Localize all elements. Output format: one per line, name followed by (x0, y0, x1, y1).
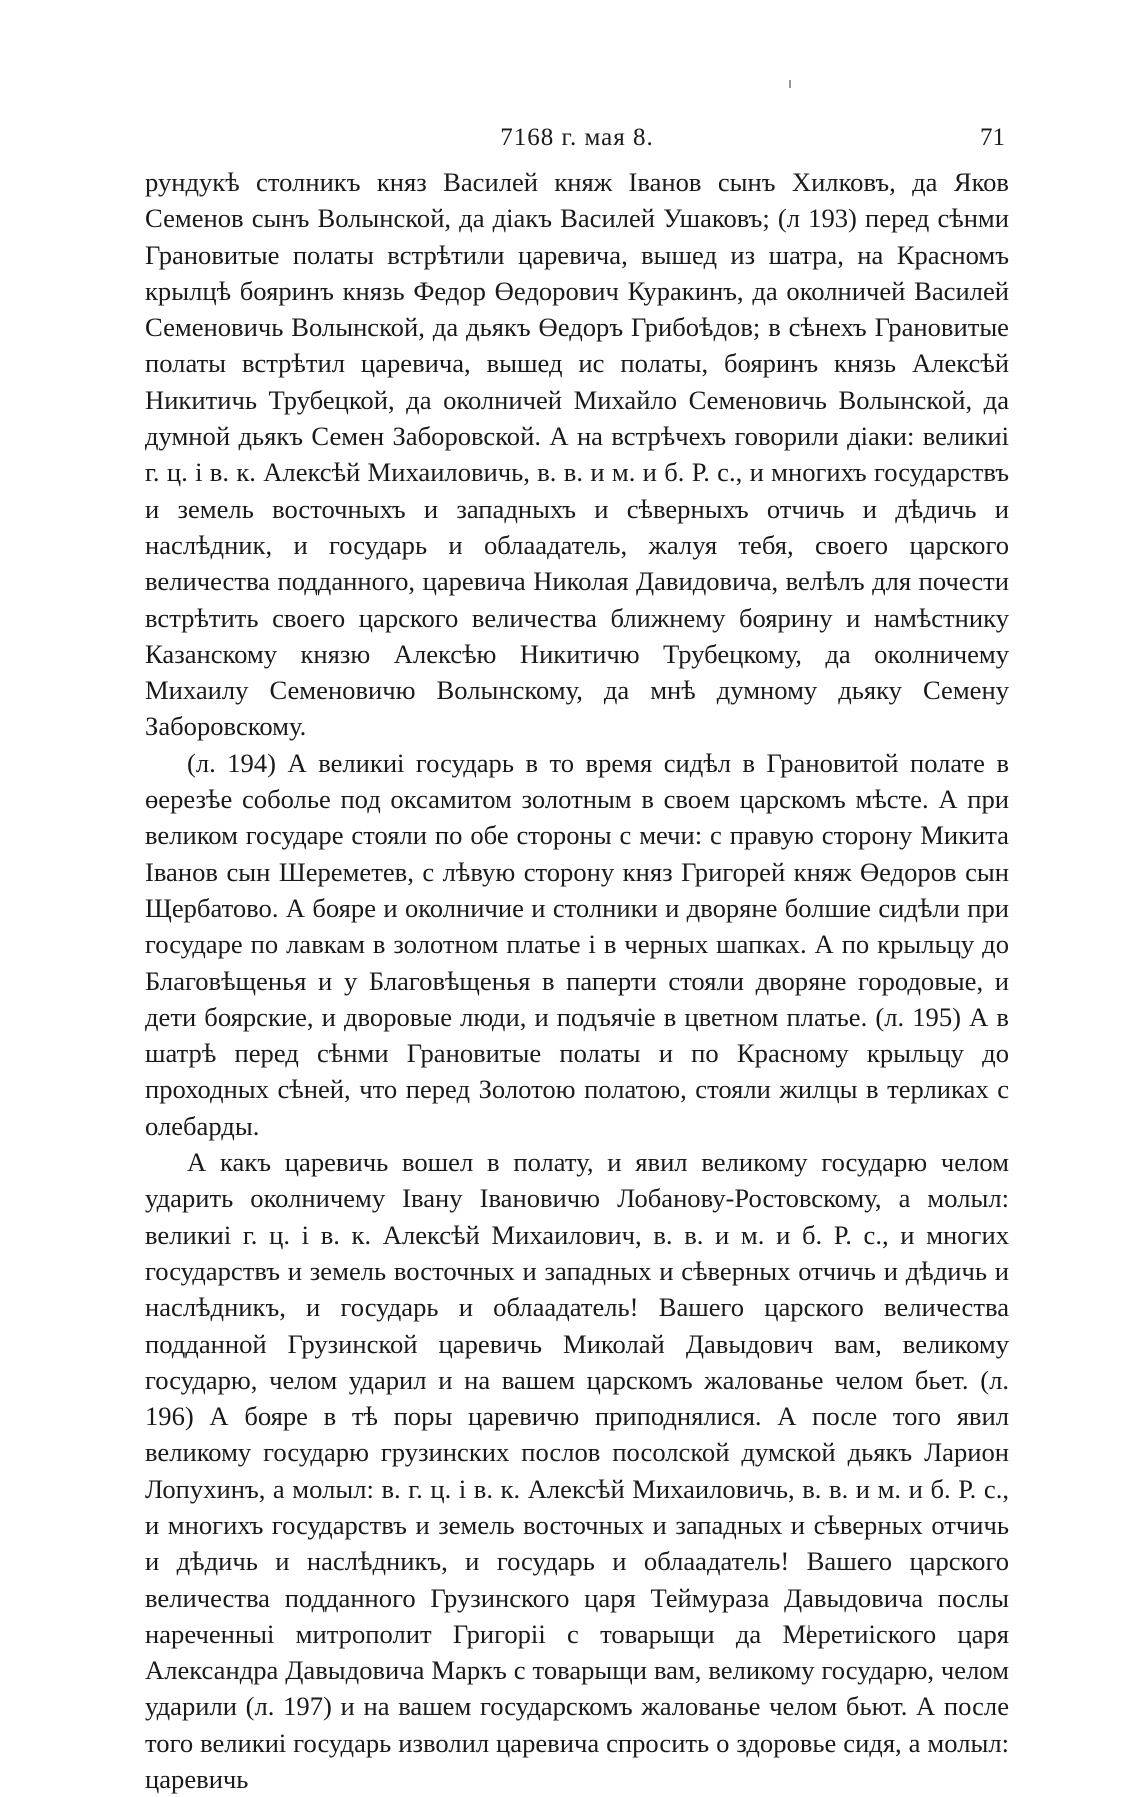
body-text (145, 164, 1009, 1797)
running-header (145, 118, 1009, 164)
page-number: 71 (980, 124, 1005, 151)
document-page (145, 118, 1009, 1797)
paragraph-2: (л. 194) А великиі государь в то время сидѣл в Грановитой полате в өерезѣе соболье под оксамитом золотным в своем царскомъ мѣсте. А при великом государе стояли по обе стороны с мечи: с правую сторону Микита Іванов сын Шереметев, с лѣвую сторону княз Григорей княж Өедоров сын Щербатово. А бояре и околничие и столники и дворяне болшие сидѣли при государе по лавкам в золотном платье і в черных шапках. А по крыльцу до Благовѣщенья и у Благовѣщенья в паперти стояли дворяне городовые, и дети боярские, и дворовые люди, и подъячіе в цветном платье. (л. 195) А в шатрѣ перед сѣнми Грановитые полаты и по Красному крыльцу до проходных сѣней, что перед Золотою полатою, стояли жилцы в терликах с олебарды. (145, 747, 1009, 1141)
page-speck (789, 80, 791, 88)
paragraph-1: рундукѣ столникъ княз Василей княж Іванов сынъ Хилковъ, да Яков Семенов сынъ Волынской, да діакъ Василей Ушаковъ; (л 193) перед сѣнми Грановитые полаты встрѣтили царевича, вышед из шатра, на Красномъ крылцѣ бояринъ князь Федор Өедорович Куракинъ, да околничей Василей Семеновичь Волынской, да дьякъ Өедоръ Грибоѣдов; в сѣнехъ Грановитые полаты встрѣтил царевича, вышед ис полаты, бояринъ князь Алексѣй Никитичь Трубецкой, да околничей Михайло Семеновичь Волынской, да думной дьякъ Семен Заборовской. А на встрѣчехъ говорили діаки: великиі г. ц. і в. к. Алексѣй Михаиловичь, в. в. и м. и б. Р. с., и многихъ государствъ и земель восточныхъ и западныхъ и сѣверныхъ отчичь и дѣдичь и наслѣдник, и государь и облаадатель, жалуя тебя, своего царского величества подданного, царевича Николая Давидовича, велѣлъ для почести встрѣтить своего царского величества ближнему боярину и намѣстнику Казанскому князю Алексѣю Никитичю Трубецкому, да околничему Михаилу Семеновичю Волынскому, да мнѣ думному дьяку Семену Заборовскому. (145, 167, 1009, 742)
paragraph-3: А какъ царевичь вошел в полату, и явил великому государю челом ударить околничему Івану Івановичю Лобанову-Ростовскому, а молыл: великиі г. ц. і в. к. Алексѣй Михаилович, в. в. и м. и б. Р. с., и многих государствъ и земель восточных и западных и сѣверных отчичь и дѣдичь и наслѣдникъ, и государь и облаадатель! Вашего царского величества подданной Грузинской царевичь Миколай Давыдович вам, великому государю, челом ударил и на вашем царскомъ жалованье челом бьет. (л. 196) А бояре в тѣ поры царевичю приподнялися. А после того явил великому государю грузинских послов посолской думской дьякъ Ларион Лопухинъ, а молыл: в. г. ц. і в. к. Алексѣй Михаиловичь, в. в. и м. и б. Р. с., и многихъ государствъ и земель восточных и западных и сѣверных отчичь и дѣдичь и наслѣдникъ, и государь и облаадатель! Вашего царского величества подданного Грузинского царя Теймураза Давыдовича послы нареченныі митрополит Григоріі с товарыщи да Меретиіского царя Александра Давыдовича Маркъ с товарыщи вам, великому государю, челом ударили (л. 197) и на вашем государскомъ жалованье челом бьют. А после того великиі государь изволил царевича спросить о здоровье сидя, а молыл: царевичь (145, 1147, 1009, 1795)
running-title: 7168 г. мая 8. (500, 124, 654, 151)
